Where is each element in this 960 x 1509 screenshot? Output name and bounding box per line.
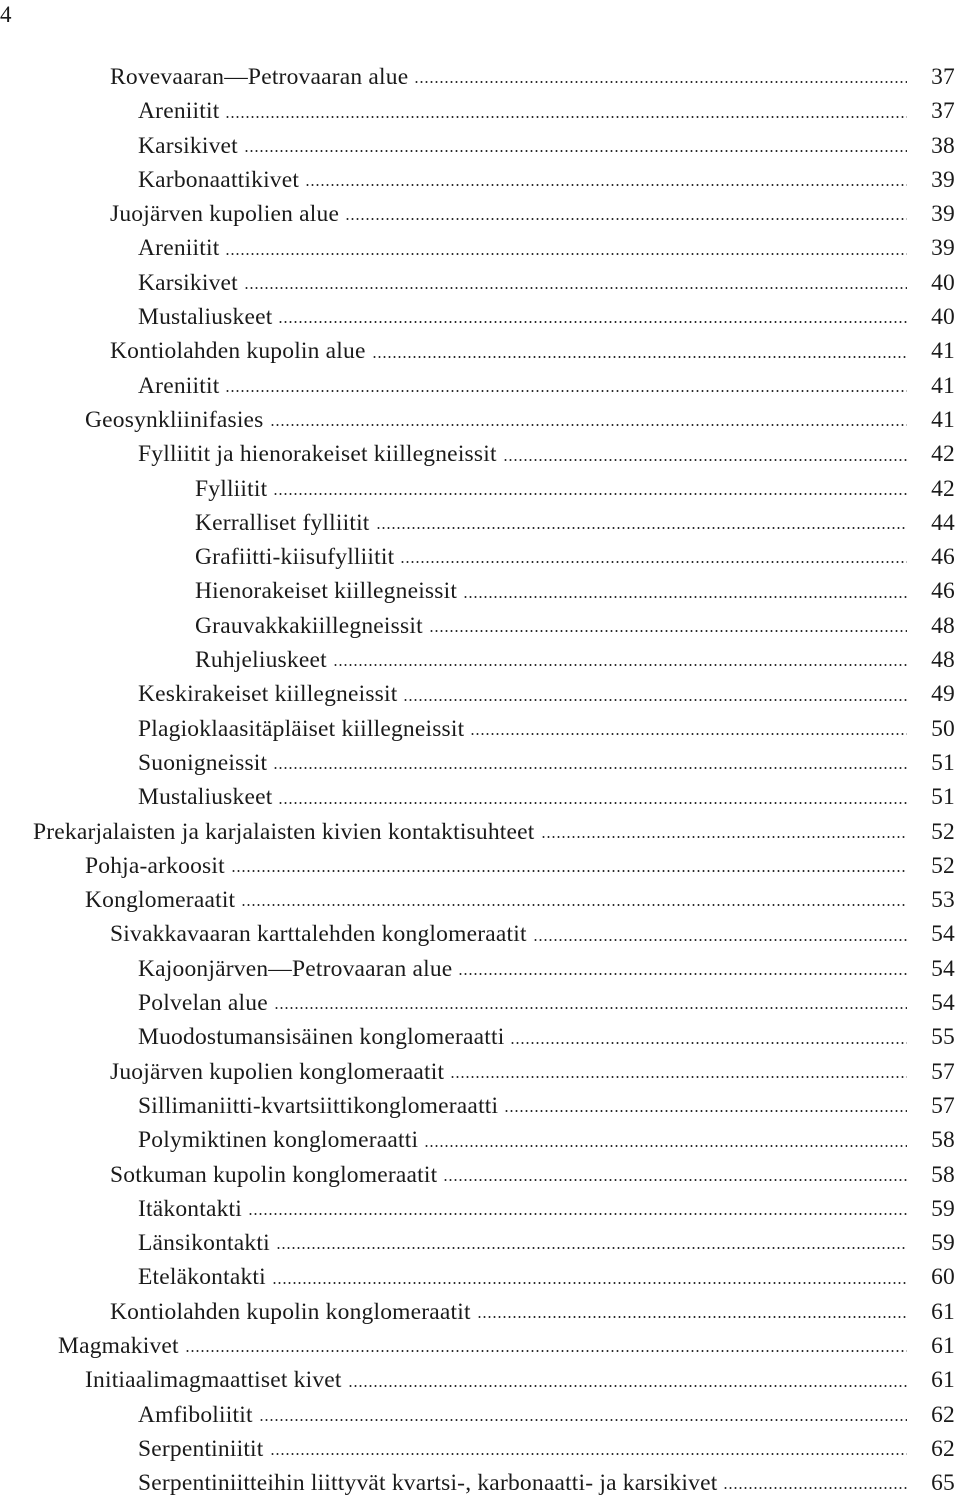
dot-leader	[278, 321, 907, 323]
toc-entry-title: Itäkontakti	[138, 1195, 243, 1222]
toc-entry	[0, 643, 960, 677]
toc-entry	[0, 815, 960, 849]
dot-leader	[278, 802, 907, 804]
toc-entry-page-number: 44	[931, 509, 955, 536]
dot-leader	[273, 493, 907, 495]
dot-leader	[225, 390, 907, 392]
toc-entry-page-number: 37	[931, 98, 955, 125]
toc-entry-page-number: 48	[931, 647, 955, 674]
toc-entry-page-number: 39	[931, 201, 955, 228]
toc-entry-page-number: 65	[931, 1470, 955, 1497]
dot-leader	[504, 1110, 907, 1112]
toc-entry-page-number: 38	[931, 132, 955, 159]
dot-leader	[274, 1007, 907, 1009]
toc-entry-page-number: 62	[931, 1401, 955, 1428]
toc-entry-title: Karsikivet	[138, 132, 238, 159]
toc-entry	[0, 712, 960, 746]
toc-entry	[0, 403, 960, 437]
toc-entry-title: Areniitit	[138, 235, 220, 262]
toc-entry	[0, 334, 960, 368]
toc-entry	[0, 231, 960, 265]
toc-entry-title: Initiaalimagmaattiset kivet	[85, 1367, 342, 1394]
toc-entry-page-number: 54	[931, 921, 955, 948]
toc-entry-page-number: 46	[931, 544, 955, 571]
toc-entry-page-number: 40	[931, 269, 955, 296]
toc-entry	[0, 1260, 960, 1294]
page-number: 4	[0, 2, 12, 27]
toc-entry-page-number: 48	[931, 612, 955, 639]
toc-entry	[0, 1363, 960, 1397]
toc-entry-title: Kontiolahden kupolin konglomeraatit	[110, 1298, 471, 1325]
dot-leader	[372, 356, 907, 358]
toc-entry	[0, 300, 960, 334]
toc-entry	[0, 60, 960, 94]
toc-entry	[0, 1398, 960, 1432]
toc-entry-page-number: 42	[931, 475, 955, 502]
dot-leader	[533, 939, 907, 941]
toc-entry-title: Karbonaattikivet	[138, 166, 300, 193]
toc-entry-page-number: 57	[931, 1058, 955, 1085]
table-of-contents	[0, 60, 960, 1500]
toc-entry-page-number: 54	[931, 955, 955, 982]
dot-leader	[414, 81, 907, 83]
toc-entry	[0, 849, 960, 883]
toc-entry	[0, 746, 960, 780]
toc-entry-title: Prekarjalaisten ja karjalaisten kivien kontaktisuhteet	[33, 818, 535, 845]
toc-entry	[0, 1020, 960, 1054]
toc-entry	[0, 129, 960, 163]
toc-entry-title: Sotkuman kupolin konglomeraatit	[110, 1161, 438, 1188]
toc-entry	[0, 472, 960, 506]
dot-leader	[276, 1247, 907, 1249]
toc-entry-page-number: 58	[931, 1161, 955, 1188]
toc-entry-title: Areniitit	[138, 372, 220, 399]
toc-entry	[0, 1226, 960, 1260]
dot-leader	[273, 767, 907, 769]
toc-entry-title: Juojärven kupolien konglomeraatit	[110, 1058, 445, 1085]
dot-leader	[241, 904, 907, 906]
dot-leader	[510, 1042, 907, 1044]
toc-entry-title: Fylliitit	[195, 475, 268, 502]
dot-leader	[333, 664, 907, 666]
dot-leader	[458, 973, 907, 975]
toc-entry-title: Hienorakeiset kiillegneissit	[195, 578, 458, 605]
dot-leader	[248, 1213, 907, 1215]
toc-entry-page-number: 61	[931, 1332, 955, 1359]
dot-leader	[424, 1145, 907, 1147]
dot-leader	[345, 218, 907, 220]
toc-entry-page-number: 49	[931, 681, 955, 708]
toc-entry	[0, 609, 960, 643]
dot-leader	[541, 836, 907, 838]
toc-entry-title: Karsikivet	[138, 269, 238, 296]
toc-entry-page-number: 41	[931, 372, 955, 399]
toc-entry-title: Grafiitti-kiisufylliitit	[195, 544, 395, 571]
toc-entry-page-number: 40	[931, 304, 955, 331]
toc-entry	[0, 780, 960, 814]
dot-leader	[225, 253, 907, 255]
toc-entry	[0, 437, 960, 471]
toc-entry-page-number: 59	[931, 1230, 955, 1257]
dot-leader	[244, 150, 907, 152]
toc-entry	[0, 1158, 960, 1192]
toc-entry-title: Pohja-arkoosit	[85, 852, 225, 879]
toc-entry-page-number: 51	[931, 784, 955, 811]
toc-entry-title: Mustaliuskeet	[138, 784, 273, 811]
toc-entry-title: Plagioklaasitäpläiset kiillegneissit	[138, 715, 465, 742]
toc-entry-page-number: 58	[931, 1127, 955, 1154]
toc-entry	[0, 1055, 960, 1089]
toc-entry-page-number: 39	[931, 166, 955, 193]
toc-entry-page-number: 59	[931, 1195, 955, 1222]
toc-entry-title: Rovevaaran—Petrovaaran alue	[110, 64, 409, 90]
dot-leader	[450, 1076, 907, 1078]
toc-entry-title: Ruhjeliuskeet	[195, 647, 327, 674]
toc-entry-page-number: 61	[931, 1367, 955, 1394]
dot-leader	[477, 1316, 907, 1318]
toc-entry-page-number: 55	[931, 1024, 955, 1051]
toc-entry	[0, 574, 960, 608]
toc-entry-page-number: 37	[931, 64, 955, 90]
toc-entry	[0, 163, 960, 197]
toc-entry-title: Amfiboliitit	[138, 1401, 253, 1428]
dot-leader	[231, 870, 907, 872]
toc-entry-page-number: 61	[931, 1298, 955, 1325]
toc-entry	[0, 1123, 960, 1157]
toc-entry-title: Fylliitit ja hienorakeiset kiillegneissit	[138, 441, 497, 468]
toc-entry-title: Sillimaniitti-kvartsiittikonglomeraatti	[138, 1092, 499, 1119]
toc-entry-title: Kerralliset fylliitit	[195, 509, 370, 536]
toc-entry-title: Sivakkavaaran karttalehden konglomeraatit	[110, 921, 527, 948]
toc-entry-title: Suonigneissit	[138, 749, 268, 776]
dot-leader	[225, 116, 907, 118]
toc-entry	[0, 1329, 960, 1363]
toc-entry-page-number: 39	[931, 235, 955, 262]
dot-leader	[270, 1453, 907, 1455]
toc-entry	[0, 369, 960, 403]
toc-entry	[0, 266, 960, 300]
dot-leader	[185, 1350, 907, 1352]
toc-entry-page-number: 41	[931, 338, 955, 365]
toc-entry	[0, 1432, 960, 1466]
toc-entry-title: Grauvakkakiillegneissit	[195, 612, 423, 639]
toc-entry	[0, 540, 960, 574]
toc-entry-page-number: 62	[931, 1435, 955, 1462]
toc-entry-page-number: 46	[931, 578, 955, 605]
toc-entry	[0, 1089, 960, 1123]
toc-entry	[0, 677, 960, 711]
dot-leader	[470, 733, 907, 735]
toc-entry-title: Mustaliuskeet	[138, 304, 273, 331]
toc-entry	[0, 1466, 960, 1500]
toc-entry-page-number: 57	[931, 1092, 955, 1119]
toc-entry	[0, 1192, 960, 1226]
toc-entry-page-number: 51	[931, 749, 955, 776]
toc-entry-title: Keskirakeiset kiillegneissit	[138, 681, 398, 708]
toc-entry-title: Kontiolahden kupolin alue	[110, 338, 366, 365]
toc-entry	[0, 883, 960, 917]
toc-entry	[0, 986, 960, 1020]
toc-entry-page-number: 60	[931, 1264, 955, 1291]
dot-leader	[429, 630, 907, 632]
dot-leader	[400, 561, 907, 563]
toc-entry-title: Kajoonjärven—Petrovaaran alue	[138, 955, 453, 982]
dot-leader	[723, 1487, 907, 1489]
dot-leader	[270, 424, 907, 426]
dot-leader	[463, 596, 907, 598]
toc-entry-title: Areniitit	[138, 98, 220, 125]
toc-entry-title: Polymiktinen konglomeraatti	[138, 1127, 419, 1154]
toc-entry-title: Polvelan alue	[138, 990, 268, 1017]
toc-entry	[0, 197, 960, 231]
toc-entry	[0, 917, 960, 951]
toc-entry	[0, 94, 960, 128]
toc-entry-page-number: 53	[931, 887, 955, 914]
toc-entry-title: Serpentiniitit	[138, 1435, 264, 1462]
toc-entry-title: Juojärven kupolien alue	[110, 201, 340, 228]
dot-leader	[403, 699, 907, 701]
toc-entry-title: Konglomeraatit	[85, 887, 236, 914]
toc-entry	[0, 952, 960, 986]
toc-entry-page-number: 42	[931, 441, 955, 468]
toc-entry-page-number: 50	[931, 715, 955, 742]
dot-leader	[503, 459, 907, 461]
toc-entry	[0, 1295, 960, 1329]
dot-leader	[259, 1419, 907, 1421]
toc-entry-page-number: 41	[931, 406, 955, 433]
dot-leader	[244, 287, 907, 289]
toc-entry-title: Serpentiniitteihin liittyvät kvartsi-, karbonaatti- ja karsikivet	[138, 1470, 718, 1497]
dot-leader	[443, 1179, 907, 1181]
dot-leader	[376, 527, 907, 529]
toc-entry-page-number: 52	[931, 818, 955, 845]
dot-leader	[305, 184, 907, 186]
toc-entry-title: Muodostumansisäinen konglomeraatti	[138, 1024, 505, 1051]
toc-entry-page-number: 54	[931, 990, 955, 1017]
toc-entry-page-number: 52	[931, 852, 955, 879]
toc-entry-title: Geosynkliinifasies	[85, 406, 264, 433]
toc-entry-title: Länsikontakti	[138, 1230, 270, 1257]
toc-entry	[0, 506, 960, 540]
toc-entry-title: Eteläkontakti	[138, 1264, 266, 1291]
dot-leader	[272, 1282, 907, 1284]
toc-entry-title: Magmakivet	[58, 1332, 179, 1359]
dot-leader	[348, 1385, 907, 1387]
